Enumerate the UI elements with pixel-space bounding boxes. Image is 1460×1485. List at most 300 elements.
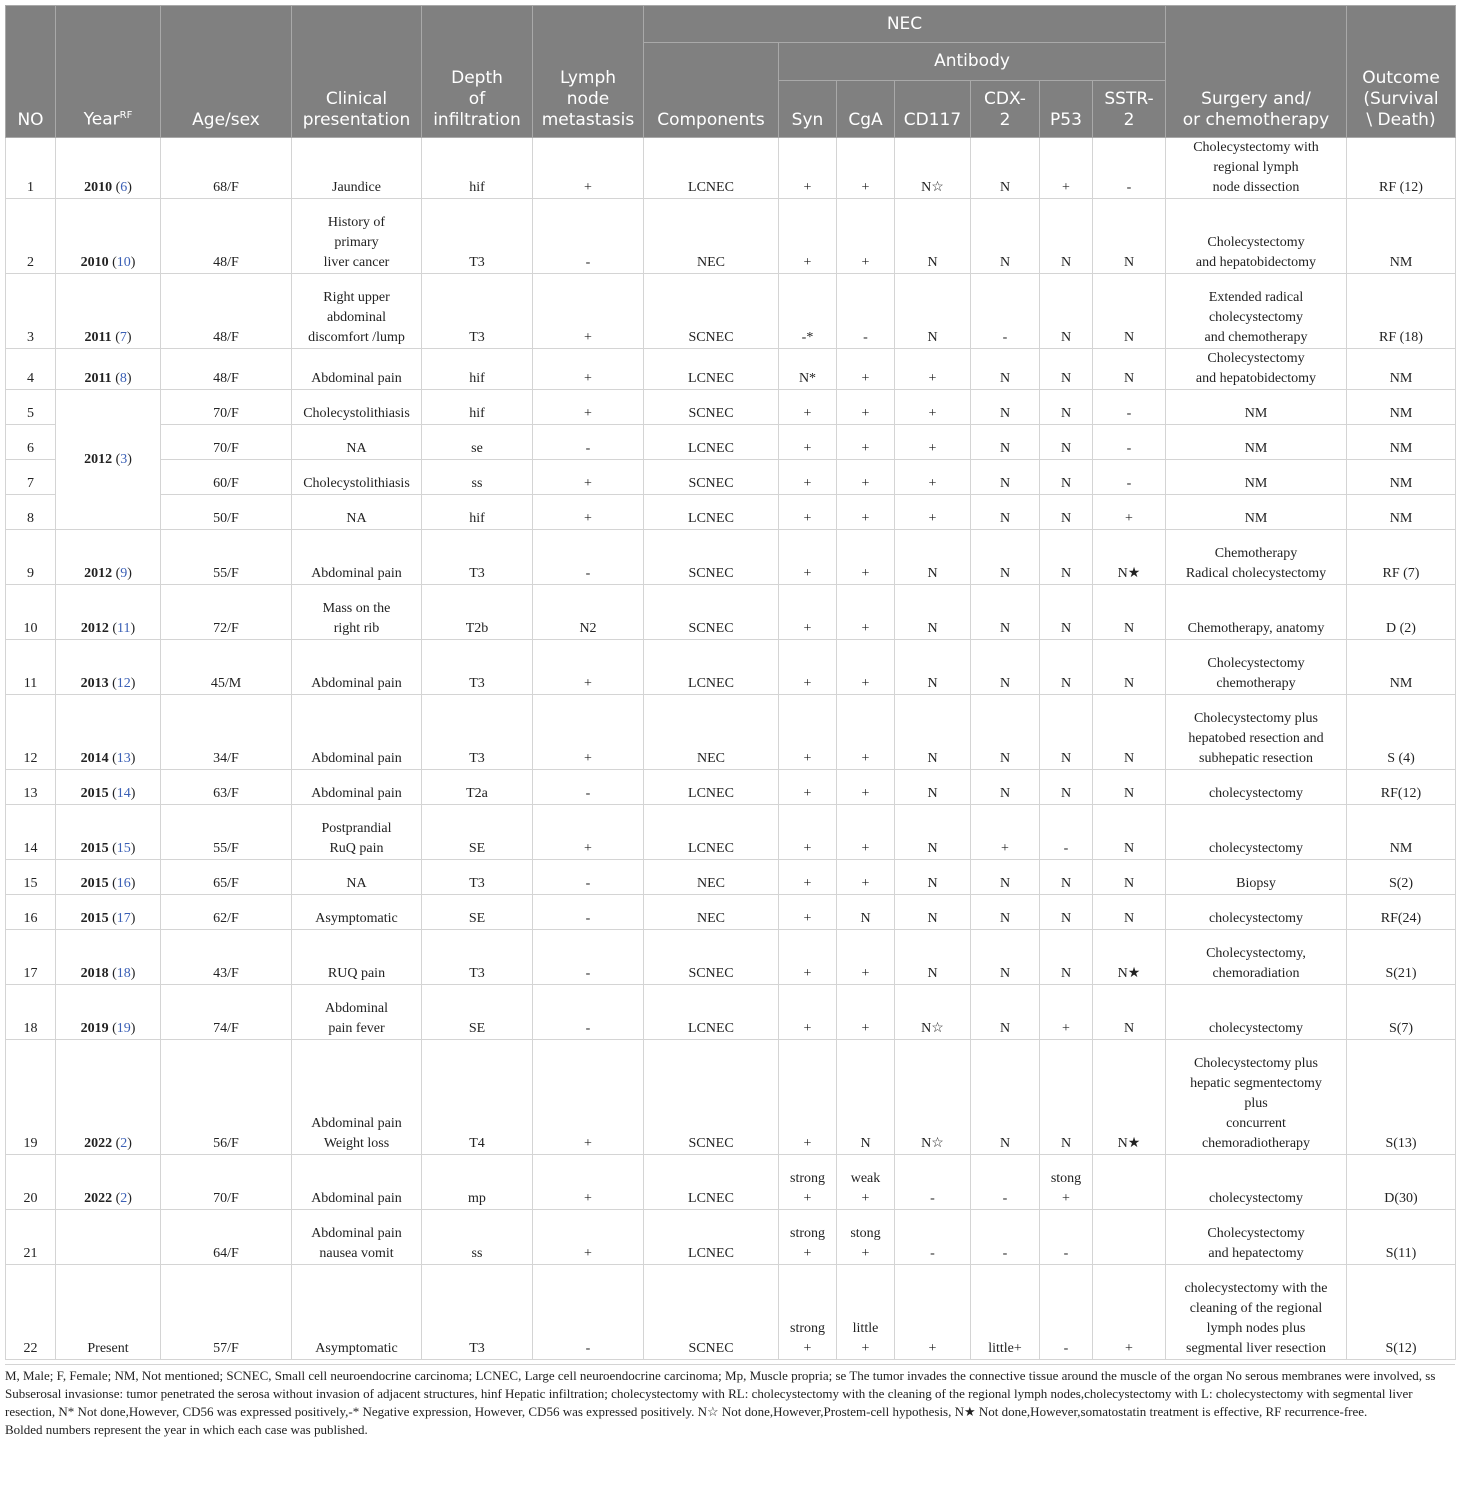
year-text: 2015 (80, 911, 109, 926)
header-year-sup: RF (119, 110, 133, 122)
cell-cdx2: N (971, 495, 1040, 530)
table-row (6, 1155, 1456, 1210)
reference-link[interactable]: 13 (116, 751, 131, 766)
cell-depth: mp (422, 1155, 533, 1210)
cell-cd117: + (895, 495, 971, 530)
table-footnote (5, 1364, 1455, 1439)
cell-depth: SE (422, 985, 533, 1040)
cell-lymph-node: - (533, 860, 644, 895)
header-outcome: Outcome (Survival \ Death) (1347, 6, 1456, 138)
cell-cd117: N (895, 585, 971, 640)
cell-surgery: Chemotherapy, anatomy (1166, 585, 1347, 640)
cell-cga: + (837, 695, 895, 770)
cell-p53: - (1040, 1265, 1093, 1360)
cell-sstr2: N (1093, 770, 1166, 805)
cell-p53: - (1040, 805, 1093, 860)
cell-year: 2010 (10) (56, 199, 161, 274)
cell-surgery: Cholecystectomy with regional lymph node dissection (1166, 138, 1347, 199)
cell-year: 2022 (2) (56, 1040, 161, 1155)
cell-no: 16 (6, 895, 56, 930)
cell-p53: N (1040, 349, 1093, 390)
cell-age-sex: 65/F (161, 860, 292, 895)
table-header (6, 6, 1456, 138)
cell-p53: N (1040, 460, 1093, 495)
cell-lymph-node: - (533, 985, 644, 1040)
reference-link[interactable]: 2 (120, 1191, 128, 1206)
cell-components: NEC (644, 695, 779, 770)
cell-year: 2012 (11) (56, 585, 161, 640)
cell-syn: N* (779, 349, 837, 390)
table-row (6, 985, 1456, 1040)
cell-cd117: N (895, 274, 971, 349)
cell-cga: + (837, 770, 895, 805)
cell-cd117: N☆ (895, 985, 971, 1040)
year-text: 2019 (80, 1021, 109, 1036)
cell-lymph-node: - (533, 930, 644, 985)
cell-cdx2: - (971, 1210, 1040, 1265)
cell-outcome: S (4) (1347, 695, 1456, 770)
cell-p53: N (1040, 425, 1093, 460)
cell-components: NEC (644, 895, 779, 930)
cell-cd117: + (895, 425, 971, 460)
cell-depth: ss (422, 460, 533, 495)
table-row (6, 585, 1456, 640)
reference-link[interactable]: 14 (116, 786, 131, 801)
year-text: 2015 (80, 786, 109, 801)
header-components: Components (644, 43, 779, 138)
cell-no: 15 (6, 860, 56, 895)
reference-link[interactable]: 19 (116, 1021, 131, 1036)
cell-depth: hif (422, 349, 533, 390)
cell-components: SCNEC (644, 585, 779, 640)
cell-age-sex: 74/F (161, 985, 292, 1040)
cell-depth: T2b (422, 585, 533, 640)
cell-sstr2: N (1093, 199, 1166, 274)
table-row (6, 805, 1456, 860)
cell-surgery: cholecystectomy with the cleaning of the regional lymph nodes plus segmental liver resection (1166, 1265, 1347, 1360)
cell-year: 2015 (15) (56, 805, 161, 860)
header-cdx2: CDX- 2 (971, 81, 1040, 138)
header-antibody: Antibody (779, 43, 1166, 81)
cell-p53: stong + (1040, 1155, 1093, 1210)
cell-year: 2011 (8) (56, 349, 161, 390)
cell-outcome: D(30) (1347, 1155, 1456, 1210)
cell-age-sex: 72/F (161, 585, 292, 640)
cell-clinical-presentation: Abdominal pain Weight loss (292, 1040, 422, 1155)
cell-outcome: NM (1347, 640, 1456, 695)
cell-outcome: RF(24) (1347, 895, 1456, 930)
cell-cdx2: - (971, 1155, 1040, 1210)
cell-year: 2012 (3) (56, 390, 161, 530)
cell-cd117: N☆ (895, 1040, 971, 1155)
reference-link[interactable]: 7 (119, 330, 127, 345)
reference-link[interactable]: 11 (117, 621, 131, 636)
cell-year: 2013 (12) (56, 640, 161, 695)
table-row (6, 1265, 1456, 1360)
cell-cga: + (837, 860, 895, 895)
cell-cga: - (837, 274, 895, 349)
cell-p53: N (1040, 895, 1093, 930)
cell-syn: -* (779, 274, 837, 349)
cell-syn: + (779, 199, 837, 274)
cell-sstr2: N (1093, 585, 1166, 640)
cell-no: 9 (6, 530, 56, 585)
cell-cd117: - (895, 1155, 971, 1210)
cell-clinical-presentation: Abdominal pain (292, 695, 422, 770)
table-row (6, 640, 1456, 695)
cell-cd117: N (895, 805, 971, 860)
cell-age-sex: 56/F (161, 1040, 292, 1155)
cell-p53: N (1040, 199, 1093, 274)
cell-syn: + (779, 495, 837, 530)
cell-lymph-node: + (533, 274, 644, 349)
cell-year (56, 1210, 161, 1265)
year-text: 2010 (84, 180, 113, 195)
cell-cga: + (837, 930, 895, 985)
cell-cga: + (837, 390, 895, 425)
cell-lymph-node: - (533, 199, 644, 274)
reference-link[interactable]: 3 (120, 451, 128, 467)
cell-sstr2: N (1093, 349, 1166, 390)
cell-outcome: NM (1347, 805, 1456, 860)
cell-cd117: + (895, 1265, 971, 1360)
cell-surgery: Biopsy (1166, 860, 1347, 895)
reference-link[interactable]: 15 (116, 841, 131, 856)
cell-year: 2015 (16) (56, 860, 161, 895)
cell-syn: + (779, 930, 837, 985)
cell-components: LCNEC (644, 495, 779, 530)
cell-p53: N (1040, 274, 1093, 349)
year-text: 2014 (80, 751, 109, 766)
cell-syn: + (779, 985, 837, 1040)
cell-cd117: + (895, 460, 971, 495)
cell-outcome: S(21) (1347, 930, 1456, 985)
cell-cga: + (837, 805, 895, 860)
cell-sstr2: N (1093, 805, 1166, 860)
reference-link[interactable]: 12 (116, 676, 131, 691)
cell-outcome: S(13) (1347, 1040, 1456, 1155)
cell-depth: se (422, 425, 533, 460)
cell-sstr2: N★ (1093, 530, 1166, 585)
cell-sstr2: N (1093, 695, 1166, 770)
cell-components: SCNEC (644, 460, 779, 495)
cell-sstr2 (1093, 1155, 1166, 1210)
cell-no: 4 (6, 349, 56, 390)
cell-cdx2: + (971, 805, 1040, 860)
cell-clinical-presentation: Abdominal pain (292, 349, 422, 390)
cell-p53: N (1040, 770, 1093, 805)
cell-lymph-node: + (533, 640, 644, 695)
cell-surgery: Cholecystectomy and hepatobidectomy (1166, 199, 1347, 274)
year-text: 2010 (80, 255, 109, 270)
cell-no: 10 (6, 585, 56, 640)
cell-clinical-presentation: Mass on the right rib (292, 585, 422, 640)
cell-p53: N (1040, 495, 1093, 530)
cell-clinical-presentation: Abdominal pain nausea vomit (292, 1210, 422, 1265)
cell-lymph-node: + (533, 390, 644, 425)
cell-lymph-node: + (533, 349, 644, 390)
year-text: Present (87, 1341, 129, 1356)
cell-sstr2: - (1093, 390, 1166, 425)
cell-cd117: N (895, 860, 971, 895)
cell-cd117: + (895, 349, 971, 390)
cell-syn: strong + (779, 1155, 837, 1210)
cell-cdx2: N (971, 138, 1040, 199)
cell-age-sex: 48/F (161, 199, 292, 274)
cell-depth: T3 (422, 640, 533, 695)
cell-cdx2: N (971, 930, 1040, 985)
cell-p53: - (1040, 1210, 1093, 1265)
reference-link[interactable]: 10 (116, 255, 131, 270)
cell-age-sex: 45/M (161, 640, 292, 695)
cell-lymph-node: + (533, 1210, 644, 1265)
cell-p53: N (1040, 930, 1093, 985)
year-text: 2022 (84, 1136, 113, 1151)
cell-outcome: NM (1347, 199, 1456, 274)
header-depth: Depth of infiltration (422, 6, 533, 138)
cell-lymph-node: + (533, 695, 644, 770)
cell-clinical-presentation: NA (292, 860, 422, 895)
year-text: 2011 (84, 330, 112, 345)
header-no: NO (6, 6, 56, 138)
cell-sstr2: N★ (1093, 930, 1166, 985)
cell-surgery: Cholecystectomy chemotherapy (1166, 640, 1347, 695)
year-text: 2022 (84, 1191, 113, 1206)
cell-outcome: NM (1347, 349, 1456, 390)
cell-components: LCNEC (644, 805, 779, 860)
cell-age-sex: 55/F (161, 805, 292, 860)
table-row (6, 895, 1456, 930)
cell-sstr2: + (1093, 495, 1166, 530)
cell-cga: + (837, 585, 895, 640)
cell-clinical-presentation: Abdominal pain (292, 770, 422, 805)
year-text: 2015 (80, 841, 109, 856)
year-text: 2015 (80, 876, 109, 891)
reference-link[interactable]: 8 (119, 371, 127, 386)
cell-cdx2: N (971, 199, 1040, 274)
cell-no: 11 (6, 640, 56, 695)
cell-clinical-presentation: Abdominal pain (292, 1155, 422, 1210)
cell-cga: + (837, 138, 895, 199)
header-clinical-presentation: Clinical presentation (292, 6, 422, 138)
cell-sstr2 (1093, 1210, 1166, 1265)
cell-age-sex: 34/F (161, 695, 292, 770)
cell-syn: + (779, 805, 837, 860)
cell-age-sex: 70/F (161, 390, 292, 425)
cell-sstr2: + (1093, 1265, 1166, 1360)
cell-surgery: cholecystectomy (1166, 805, 1347, 860)
cell-clinical-presentation: Right upper abdominal discomfort /lump (292, 274, 422, 349)
cell-surgery: Cholecystectomy plus hepatobed resection and subhepatic resection (1166, 695, 1347, 770)
cell-surgery: cholecystectomy (1166, 985, 1347, 1040)
header-surgery: Surgery and/ or chemotherapy (1166, 6, 1347, 138)
cell-clinical-presentation: Cholecystolithiasis (292, 390, 422, 425)
cell-lymph-node: + (533, 460, 644, 495)
cell-no: 7 (6, 460, 56, 495)
cell-components: LCNEC (644, 985, 779, 1040)
header-cd117: CD117 (895, 81, 971, 138)
cell-clinical-presentation: NA (292, 495, 422, 530)
cell-cd117: N (895, 770, 971, 805)
cell-sstr2: - (1093, 138, 1166, 199)
cell-cdx2: N (971, 460, 1040, 495)
cell-surgery: NM (1166, 460, 1347, 495)
table-row (6, 530, 1456, 585)
cell-syn: + (779, 460, 837, 495)
reference-link[interactable]: 9 (120, 566, 128, 581)
header-year-label: Year (83, 110, 120, 130)
cell-clinical-presentation: Cholecystolithiasis (292, 460, 422, 495)
cell-surgery: cholecystectomy (1166, 1155, 1347, 1210)
cell-depth: T2a (422, 770, 533, 805)
cell-no: 14 (6, 805, 56, 860)
cell-clinical-presentation: Abdominal pain fever (292, 985, 422, 1040)
cell-p53: + (1040, 985, 1093, 1040)
cell-components: SCNEC (644, 274, 779, 349)
cell-depth: T3 (422, 930, 533, 985)
cell-syn: + (779, 895, 837, 930)
cell-cga: + (837, 985, 895, 1040)
table-container (5, 5, 1455, 1439)
cell-depth: hif (422, 495, 533, 530)
cell-lymph-node: - (533, 425, 644, 460)
cell-syn: + (779, 390, 837, 425)
table-row (6, 425, 1456, 460)
cell-surgery: Cholecystectomy and hepatobidectomy (1166, 349, 1347, 390)
cell-sstr2: N (1093, 985, 1166, 1040)
cell-clinical-presentation: History of primary liver cancer (292, 199, 422, 274)
header-lymph-node: Lymph node metastasis (533, 6, 644, 138)
table-row (6, 1040, 1456, 1155)
year-text: 2011 (84, 371, 112, 386)
cell-age-sex: 57/F (161, 1265, 292, 1360)
cell-age-sex: 70/F (161, 1155, 292, 1210)
cell-sstr2: N (1093, 640, 1166, 695)
cell-year: 2011 (7) (56, 274, 161, 349)
cell-cga: weak + (837, 1155, 895, 1210)
cell-cga: stong + (837, 1210, 895, 1265)
reference-link[interactable]: 16 (116, 876, 131, 891)
cell-cd117: N (895, 530, 971, 585)
cell-lymph-node: - (533, 770, 644, 805)
year-text: 2012 (84, 566, 113, 581)
cell-year: 2019 (19) (56, 985, 161, 1040)
cell-cd117: N (895, 930, 971, 985)
cell-age-sex: 43/F (161, 930, 292, 985)
cell-cdx2: N (971, 530, 1040, 585)
table-row (6, 199, 1456, 274)
cell-cdx2: N (971, 390, 1040, 425)
cell-syn: + (779, 860, 837, 895)
cell-components: LCNEC (644, 1210, 779, 1265)
cell-outcome: NM (1347, 460, 1456, 495)
cell-year: 2015 (14) (56, 770, 161, 805)
cell-cga: + (837, 425, 895, 460)
cell-no: 19 (6, 1040, 56, 1155)
cell-depth: T3 (422, 1265, 533, 1360)
cell-lymph-node: N2 (533, 585, 644, 640)
cell-p53: N (1040, 585, 1093, 640)
table-row (6, 390, 1456, 425)
cell-age-sex: 60/F (161, 460, 292, 495)
cell-outcome: RF (18) (1347, 274, 1456, 349)
cell-outcome: RF (7) (1347, 530, 1456, 585)
reference-link[interactable]: 2 (120, 1136, 128, 1151)
reference-link[interactable]: 18 (116, 966, 131, 981)
reference-link[interactable]: 17 (116, 911, 131, 926)
header-nec: NEC (644, 6, 1166, 43)
cell-no: 5 (6, 390, 56, 425)
cell-components: SCNEC (644, 530, 779, 585)
table-row (6, 460, 1456, 495)
cell-p53: N (1040, 695, 1093, 770)
cell-cdx2: N (971, 425, 1040, 460)
cell-cd117: N (895, 695, 971, 770)
cell-depth: T3 (422, 274, 533, 349)
cell-age-sex: 63/F (161, 770, 292, 805)
table-row (6, 1210, 1456, 1265)
cell-outcome: NM (1347, 390, 1456, 425)
cell-p53: N (1040, 860, 1093, 895)
cell-p53: N (1040, 530, 1093, 585)
cell-no: 13 (6, 770, 56, 805)
cell-no: 17 (6, 930, 56, 985)
cell-syn: + (779, 640, 837, 695)
cell-cd117: N (895, 895, 971, 930)
table-row (6, 495, 1456, 530)
header-p53: P53 (1040, 81, 1093, 138)
header-year (56, 6, 161, 138)
cell-syn: + (779, 770, 837, 805)
cell-p53: N (1040, 1040, 1093, 1155)
cell-cdx2: N (971, 860, 1040, 895)
cell-p53: N (1040, 390, 1093, 425)
cell-cdx2: - (971, 274, 1040, 349)
cell-syn: + (779, 695, 837, 770)
cell-age-sex: 48/F (161, 349, 292, 390)
cell-components: NEC (644, 860, 779, 895)
cell-cd117: N (895, 640, 971, 695)
cell-clinical-presentation: Abdominal pain (292, 640, 422, 695)
cell-syn: strong + (779, 1265, 837, 1360)
cell-clinical-presentation: Asymptomatic (292, 895, 422, 930)
cell-no: 20 (6, 1155, 56, 1210)
cell-syn: + (779, 425, 837, 460)
cell-lymph-node: + (533, 1155, 644, 1210)
cell-surgery: Chemotherapy Radical cholecystectomy (1166, 530, 1347, 585)
cell-cd117: N (895, 199, 971, 274)
cell-year: 2012 (9) (56, 530, 161, 585)
cell-components: NEC (644, 199, 779, 274)
cell-cga: + (837, 640, 895, 695)
cell-components: SCNEC (644, 1265, 779, 1360)
cell-age-sex: 50/F (161, 495, 292, 530)
cell-sstr2: N★ (1093, 1040, 1166, 1155)
cell-age-sex: 55/F (161, 530, 292, 585)
table-row (6, 695, 1456, 770)
cell-outcome: NM (1347, 425, 1456, 460)
reference-link[interactable]: 6 (120, 180, 128, 195)
cell-lymph-node: + (533, 138, 644, 199)
cell-depth: hif (422, 138, 533, 199)
table-row (6, 930, 1456, 985)
table-row (6, 860, 1456, 895)
cell-lymph-node: + (533, 1040, 644, 1155)
cell-syn: + (779, 1040, 837, 1155)
table-body (6, 138, 1456, 1360)
header-syn: Syn (779, 81, 837, 138)
cell-no: 3 (6, 274, 56, 349)
